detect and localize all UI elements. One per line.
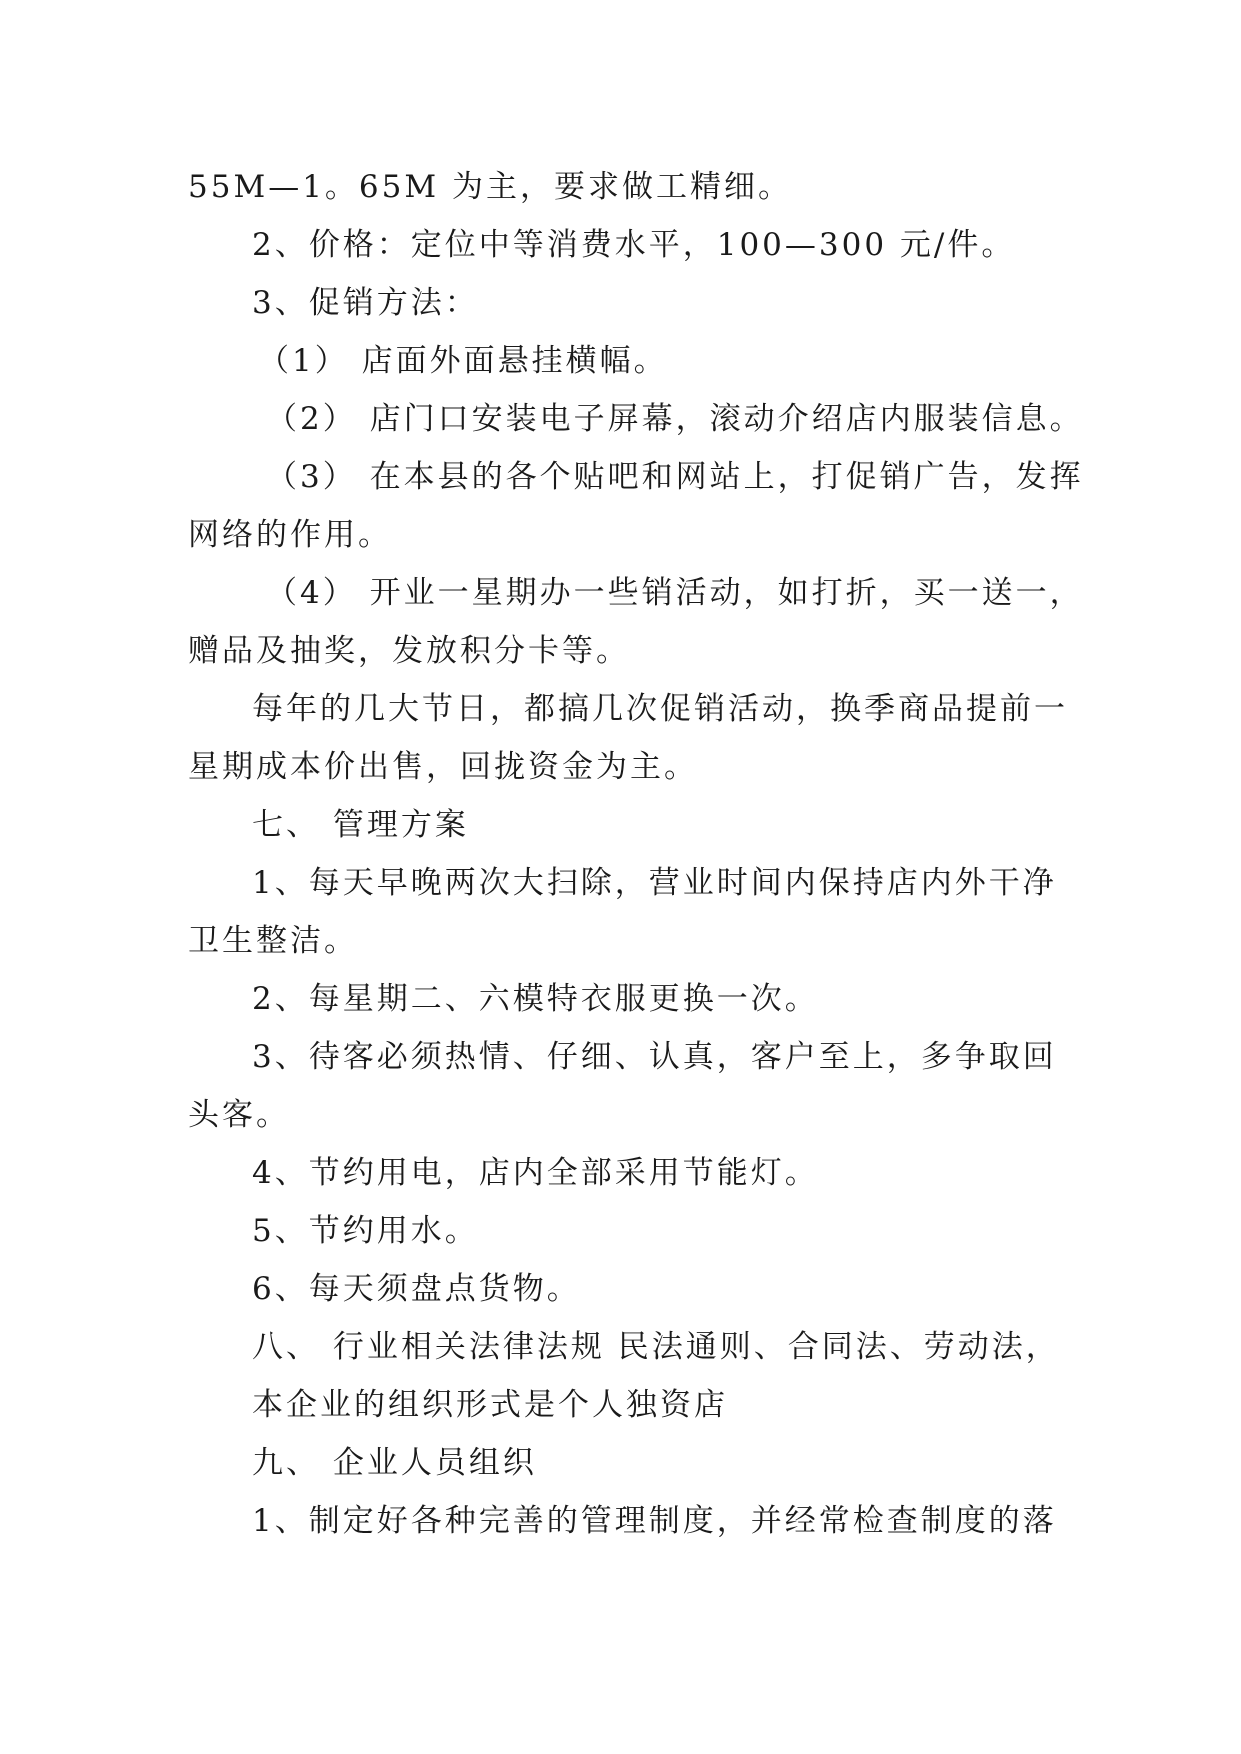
text-line: （4） 开业一星期办一些销活动，如打折，买一送一，: [266, 575, 1084, 611]
text-line: 2、价格：定位中等消费水平，100—300 元/件。: [252, 227, 1016, 263]
text-line: 5、节约用水。: [252, 1213, 479, 1249]
text-line: 星期成本价出售，回拢资金为主。: [188, 749, 698, 785]
text-line: （2） 店门口安装电子屏幕，滚动介绍店内服装信息。: [266, 401, 1084, 437]
section-heading: 八、 行业相关法律法规 民法通则、合同法、劳动法，: [252, 1329, 1060, 1365]
text-line: 6、每天须盘点货物。: [252, 1271, 581, 1307]
text-line: （3） 在本县的各个贴吧和网站上，打促销广告，发挥: [266, 459, 1084, 495]
text-line: 3、待客必须热情、仔细、认真，客户至上，多争取回: [252, 1039, 1057, 1075]
text-line: 本企业的组织形式是个人独资店: [252, 1387, 728, 1423]
text-line: 3、促销方法：: [252, 285, 479, 321]
section-heading: 九、 企业人员组织: [252, 1445, 537, 1481]
text-line: 网络的作用。: [188, 517, 392, 553]
text-line: 1、制定好各种完善的管理制度，并经常检查制度的落: [252, 1503, 1057, 1539]
text-line: 每年的几大节日，都搞几次促销活动，换季商品提前一: [252, 691, 1068, 727]
text-line: 55M—1。65M 为主，要求做工精细。: [188, 169, 792, 205]
text-line: 4、节约用电，店内全部采用节能灯。: [252, 1155, 819, 1191]
text-line: 1、每天早晚两次大扫除，营业时间内保持店内外干净: [252, 865, 1057, 901]
text-line: （1） 店面外面悬挂横幅。: [258, 343, 668, 379]
text-line: 卫生整洁。: [188, 923, 358, 959]
text-line: 头客。: [188, 1097, 290, 1133]
section-heading: 七、 管理方案: [252, 807, 469, 843]
text-line: 2、每星期二、六模特衣服更换一次。: [252, 981, 819, 1017]
text-line: 赠品及抽奖，发放积分卡等。: [188, 633, 630, 669]
document-body: [188, 158, 1084, 1550]
